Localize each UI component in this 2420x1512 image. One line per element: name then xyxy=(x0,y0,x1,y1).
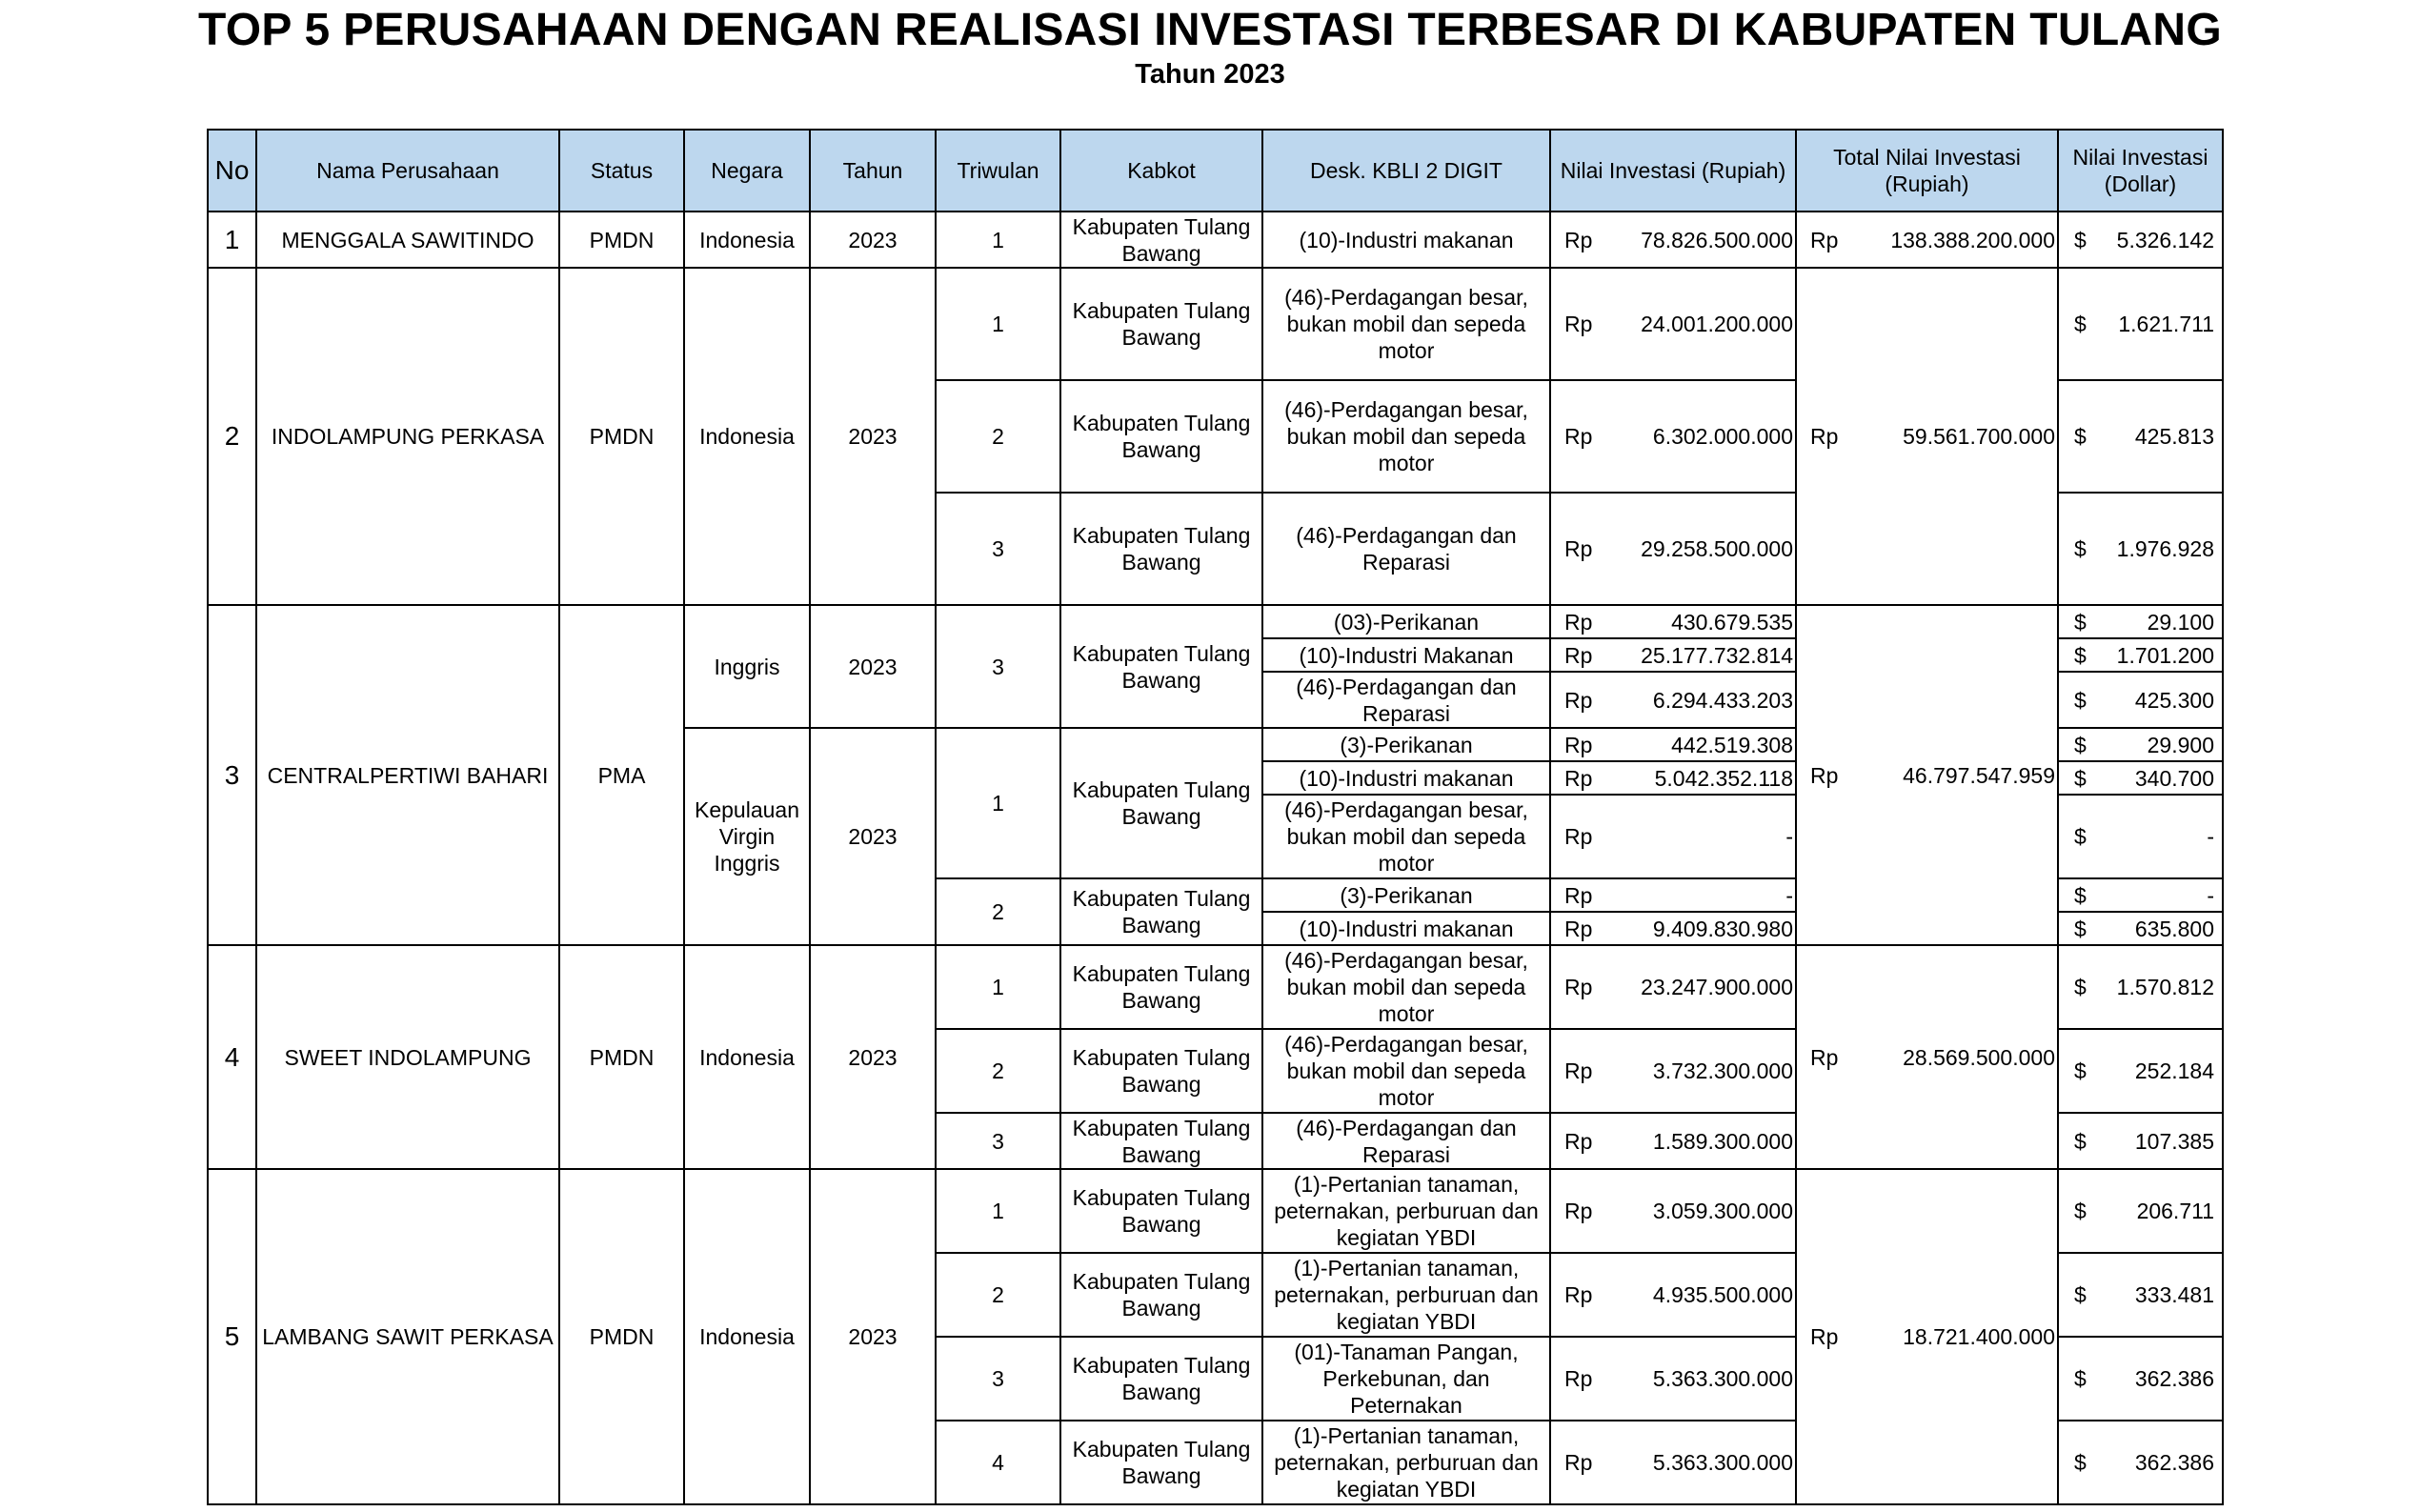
investment-dollar-value xyxy=(2061,642,2220,669)
amount-dollar: 362.386 xyxy=(2134,1450,2214,1475)
currency-usd-label: $ xyxy=(2074,1199,2087,1223)
amount-rupiah: 9.409.830.980 xyxy=(1652,916,1793,941)
country: Inggris xyxy=(684,605,810,728)
investment-rupiah xyxy=(1550,1421,1796,1504)
investment-dollar-value xyxy=(2061,1058,2220,1084)
investment-rupiah-value xyxy=(1553,1058,1793,1084)
quarter: 2 xyxy=(936,1253,1060,1337)
investment-dollar xyxy=(2058,1253,2223,1337)
quarter: 1 xyxy=(936,212,1060,268)
investment-rupiah xyxy=(1550,795,1796,878)
total-investment-rupiah xyxy=(1796,1169,2058,1504)
total-investment-rupiah-value xyxy=(1799,1044,2055,1071)
total-investment-rupiah-value xyxy=(1799,227,2055,253)
investment-dollar xyxy=(2058,1029,2223,1113)
regency: Kabupaten Tulang Bawang xyxy=(1060,212,1262,268)
header-investment-dollar: Nilai Investasi (Dollar) xyxy=(2058,130,2223,212)
regency: Kabupaten Tulang Bawang xyxy=(1060,1113,1262,1169)
investment-rupiah xyxy=(1550,878,1796,912)
investment-rupiah xyxy=(1550,638,1796,672)
investment-dollar xyxy=(2058,1337,2223,1421)
company-name: CENTRALPERTIWI BAHARI xyxy=(256,605,559,945)
currency-usd-label: $ xyxy=(2074,609,2087,635)
amount-dollar: 29.900 xyxy=(2147,732,2214,757)
country: Indonesia xyxy=(684,268,810,605)
currency-rp-label: Rp xyxy=(1564,1199,1593,1223)
investment-dollar-value xyxy=(2061,535,2220,562)
amount-rupiah: 4.935.500.000 xyxy=(1652,1282,1793,1307)
investment-dollar-value xyxy=(2061,311,2220,337)
investment-rupiah xyxy=(1550,728,1796,761)
amount-rupiah: 5.363.300.000 xyxy=(1652,1366,1793,1391)
investment-rupiah-value xyxy=(1553,974,1793,1000)
currency-usd-label: $ xyxy=(2074,1282,2087,1307)
header-investment-rupiah: Nilai Investasi (Rupiah) xyxy=(1550,130,1796,212)
investment-rupiah xyxy=(1550,212,1796,268)
investment-dollar-value xyxy=(2061,823,2220,850)
amount-dollar: 206.711 xyxy=(2136,1199,2214,1223)
investment-dollar xyxy=(2058,380,2223,493)
currency-rp-label: Rp xyxy=(1564,1128,1593,1154)
investment-dollar xyxy=(2058,605,2223,638)
amount-rupiah: 3.059.300.000 xyxy=(1652,1199,1793,1223)
header-status: Status xyxy=(559,130,684,212)
investment-dollar xyxy=(2058,493,2223,605)
currency-rp-label: Rp xyxy=(1564,1058,1593,1083)
quarter: 3 xyxy=(936,1113,1060,1169)
amount-dollar: 1.976.928 xyxy=(2116,536,2214,561)
currency-usd-label: $ xyxy=(2074,1366,2087,1391)
investment-rupiah-value xyxy=(1553,882,1793,909)
investment-dollar xyxy=(2058,945,2223,1029)
investment-dollar xyxy=(2058,212,2223,268)
amount-rupiah: 3.732.300.000 xyxy=(1652,1058,1793,1083)
currency-usd-label: $ xyxy=(2074,642,2087,668)
quarter: 3 xyxy=(936,605,1060,728)
amount-rupiah: 46.797.547.959 xyxy=(1903,762,2055,788)
amount-rupiah: 1.589.300.000 xyxy=(1652,1128,1793,1154)
kbli-description: (46)-Perdagangan besar, bukan mobil dan sepeda motor xyxy=(1262,1029,1550,1113)
investment-rupiah-value xyxy=(1553,535,1793,562)
company-number: 5 xyxy=(208,1169,256,1504)
currency-usd-label: $ xyxy=(2074,687,2087,713)
amount-rupiah: 28.569.500.000 xyxy=(1903,1044,2055,1070)
amount-rupiah: 23.247.900.000 xyxy=(1641,975,1793,999)
country: Indonesia xyxy=(684,212,810,268)
amount-dollar: 635.800 xyxy=(2134,916,2214,941)
currency-rp-label: Rp xyxy=(1810,227,1839,252)
country: Indonesia xyxy=(684,1169,810,1504)
total-investment-rupiah-value xyxy=(1799,423,2055,450)
currency-usd-label: $ xyxy=(2074,536,2087,561)
total-investment-rupiah-value xyxy=(1799,762,2055,789)
amount-dollar: 362.386 xyxy=(2134,1366,2214,1391)
investment-rupiah-value xyxy=(1553,609,1793,635)
country: Kepulauan Virgin Inggris xyxy=(684,728,810,945)
currency-rp-label: Rp xyxy=(1564,824,1593,849)
header-company-name: Nama Perusahaan xyxy=(256,130,559,212)
year: 2023 xyxy=(810,945,936,1169)
investment-rupiah-value xyxy=(1553,642,1793,669)
table-body xyxy=(208,212,2223,1504)
amount-dollar: 1.570.812 xyxy=(2116,975,2214,999)
amount-dollar: - xyxy=(2207,824,2214,849)
currency-usd-label: $ xyxy=(2074,824,2087,849)
regency: Kabupaten Tulang Bawang xyxy=(1060,1337,1262,1421)
investment-rupiah-value xyxy=(1553,1449,1793,1476)
header-country: Negara xyxy=(684,130,810,212)
currency-rp-label: Rp xyxy=(1564,687,1593,713)
investment-rupiah xyxy=(1550,672,1796,728)
company-number: 4 xyxy=(208,945,256,1169)
amount-rupiah: 59.561.700.000 xyxy=(1903,424,2055,449)
investment-rupiah xyxy=(1550,1253,1796,1337)
investment-dollar xyxy=(2058,268,2223,380)
investment-dollar-value xyxy=(2061,1365,2220,1392)
investment-rupiah xyxy=(1550,761,1796,795)
amount-rupiah: 24.001.200.000 xyxy=(1641,312,1793,336)
investment-rupiah-value xyxy=(1553,1281,1793,1308)
company-name: MENGGALA SAWITINDO xyxy=(256,212,559,268)
investment-rupiah xyxy=(1550,1113,1796,1169)
currency-usd-label: $ xyxy=(2074,1450,2087,1475)
amount-rupiah: 18.721.400.000 xyxy=(1903,1324,2055,1349)
amount-rupiah: 430.679.535 xyxy=(1671,609,1793,635)
currency-rp-label: Rp xyxy=(1810,762,1839,788)
amount-dollar: 425.300 xyxy=(2134,687,2214,713)
investment-dollar xyxy=(2058,761,2223,795)
kbli-description: (01)-Tanaman Pangan, Perkebunan, dan Peternakan xyxy=(1262,1337,1550,1421)
quarter: 1 xyxy=(936,728,1060,878)
company-number: 3 xyxy=(208,605,256,945)
regency: Kabupaten Tulang Bawang xyxy=(1060,728,1262,878)
total-investment-rupiah xyxy=(1796,605,2058,945)
investment-dollar-value xyxy=(2061,765,2220,792)
regency: Kabupaten Tulang Bawang xyxy=(1060,1029,1262,1113)
amount-dollar: 425.813 xyxy=(2134,424,2214,449)
table-row xyxy=(208,945,2223,1029)
year: 2023 xyxy=(810,728,936,945)
investment-dollar-value xyxy=(2061,1281,2220,1308)
quarter: 1 xyxy=(936,945,1060,1029)
amount-rupiah: 442.519.308 xyxy=(1671,732,1793,757)
total-investment-rupiah xyxy=(1796,212,2058,268)
investment-rupiah xyxy=(1550,1337,1796,1421)
amount-dollar: 1.701.200 xyxy=(2116,642,2214,668)
investment-rupiah-value xyxy=(1553,1198,1793,1224)
regency: Kabupaten Tulang Bawang xyxy=(1060,605,1262,728)
regency: Kabupaten Tulang Bawang xyxy=(1060,1421,1262,1504)
header-row xyxy=(208,130,2223,212)
table-row xyxy=(208,268,2223,380)
table-row xyxy=(208,605,2223,638)
investment-rupiah-value xyxy=(1553,823,1793,850)
kbli-description: (10)-Industri makanan xyxy=(1262,761,1550,795)
company-number: 1 xyxy=(208,212,256,268)
country: Indonesia xyxy=(684,945,810,1169)
currency-usd-label: $ xyxy=(2074,882,2087,908)
investment-dollar-value xyxy=(2061,882,2220,909)
company-name: SWEET INDOLAMPUNG xyxy=(256,945,559,1169)
investment-rupiah-value xyxy=(1553,732,1793,758)
currency-rp-label: Rp xyxy=(1564,975,1593,999)
amount-rupiah: 25.177.732.814 xyxy=(1641,642,1793,668)
investment-dollar-value xyxy=(2061,1128,2220,1155)
regency: Kabupaten Tulang Bawang xyxy=(1060,945,1262,1029)
currency-usd-label: $ xyxy=(2074,732,2087,757)
company-number: 2 xyxy=(208,268,256,605)
kbli-description: (3)-Perikanan xyxy=(1262,878,1550,912)
company-status: PMA xyxy=(559,605,684,945)
header-regency: Kabkot xyxy=(1060,130,1262,212)
header-kbli: Desk. KBLI 2 DIGIT xyxy=(1262,130,1550,212)
investment-dollar xyxy=(2058,912,2223,945)
amount-dollar: 333.481 xyxy=(2134,1282,2214,1307)
company-name: INDOLAMPUNG PERKASA xyxy=(256,268,559,605)
currency-usd-label: $ xyxy=(2074,312,2087,336)
investment-rupiah-value xyxy=(1553,765,1793,792)
currency-usd-label: $ xyxy=(2074,1058,2087,1083)
header-quarter: Triwulan xyxy=(936,130,1060,212)
amount-rupiah: 5.042.352.118 xyxy=(1654,765,1793,791)
kbli-description: (10)-Industri makanan xyxy=(1262,912,1550,945)
kbli-description: (46)-Perdagangan besar, bukan mobil dan sepeda motor xyxy=(1262,380,1550,493)
investment-rupiah xyxy=(1550,945,1796,1029)
currency-usd-label: $ xyxy=(2074,424,2087,449)
investment-dollar xyxy=(2058,728,2223,761)
investment-rupiah-value xyxy=(1553,227,1793,253)
amount-rupiah: 6.302.000.000 xyxy=(1652,424,1793,449)
regency: Kabupaten Tulang Bawang xyxy=(1060,1169,1262,1253)
investment-dollar-value xyxy=(2061,974,2220,1000)
kbli-description: (46)-Perdagangan dan Reparasi xyxy=(1262,493,1550,605)
total-investment-rupiah xyxy=(1796,945,2058,1169)
investment-rupiah xyxy=(1550,1169,1796,1253)
kbli-description: (1)-Pertanian tanaman, peternakan, perburuan dan kegiatan YBDI xyxy=(1262,1169,1550,1253)
regency: Kabupaten Tulang Bawang xyxy=(1060,493,1262,605)
investment-rupiah xyxy=(1550,912,1796,945)
amount-dollar: 1.621.711 xyxy=(2118,312,2214,336)
amount-dollar: 252.184 xyxy=(2134,1058,2214,1083)
currency-rp-label: Rp xyxy=(1564,227,1593,252)
kbli-description: (46)-Perdagangan dan Reparasi xyxy=(1262,1113,1550,1169)
investment-rupiah-value xyxy=(1553,311,1793,337)
amount-dollar: 29.100 xyxy=(2147,609,2214,635)
investment-dollar-value xyxy=(2061,1198,2220,1224)
kbli-description: (46)-Perdagangan besar, bukan mobil dan sepeda motor xyxy=(1262,945,1550,1029)
header-total-investment-rupiah: Total Nilai Investasi (Rupiah) xyxy=(1796,130,2058,212)
currency-rp-label: Rp xyxy=(1564,765,1593,791)
quarter: 4 xyxy=(936,1421,1060,1504)
currency-rp-label: Rp xyxy=(1564,732,1593,757)
kbli-description: (1)-Pertanian tanaman, peternakan, perburuan dan kegiatan YBDI xyxy=(1262,1253,1550,1337)
investment-dollar-value xyxy=(2061,609,2220,635)
currency-usd-label: $ xyxy=(2074,975,2087,999)
investment-rupiah-value xyxy=(1553,916,1793,942)
kbli-description: (10)-Industri Makanan xyxy=(1262,638,1550,672)
year: 2023 xyxy=(810,212,936,268)
quarter: 3 xyxy=(936,1337,1060,1421)
amount-rupiah: 5.363.300.000 xyxy=(1652,1450,1793,1475)
investment-dollar xyxy=(2058,1421,2223,1504)
table-row xyxy=(208,212,2223,268)
currency-rp-label: Rp xyxy=(1564,1450,1593,1475)
kbli-description: (46)-Perdagangan dan Reparasi xyxy=(1262,672,1550,728)
quarter: 2 xyxy=(936,878,1060,945)
investment-dollar-value xyxy=(2061,423,2220,450)
amount-rupiah: 138.388.200.000 xyxy=(1890,227,2055,252)
amount-dollar: 107.385 xyxy=(2134,1128,2214,1154)
currency-rp-label: Rp xyxy=(1564,609,1593,635)
currency-rp-label: Rp xyxy=(1564,642,1593,668)
currency-rp-label: Rp xyxy=(1564,916,1593,941)
amount-rupiah: 78.826.500.000 xyxy=(1641,227,1793,252)
investment-rupiah xyxy=(1550,380,1796,493)
total-investment-rupiah-value xyxy=(1799,1323,2055,1350)
amount-dollar: - xyxy=(2207,882,2214,908)
amount-rupiah: - xyxy=(1785,824,1793,849)
year: 2023 xyxy=(810,1169,936,1504)
year: 2023 xyxy=(810,605,936,728)
currency-usd-label: $ xyxy=(2074,1128,2087,1154)
currency-rp-label: Rp xyxy=(1810,424,1839,449)
kbli-description: (1)-Pertanian tanaman, peternakan, perburuan dan kegiatan YBDI xyxy=(1262,1421,1550,1504)
investment-dollar xyxy=(2058,672,2223,728)
investment-dollar xyxy=(2058,878,2223,912)
regency: Kabupaten Tulang Bawang xyxy=(1060,380,1262,493)
company-status: PMDN xyxy=(559,268,684,605)
amount-rupiah: 29.258.500.000 xyxy=(1641,536,1793,561)
currency-rp-label: Rp xyxy=(1564,1282,1593,1307)
investment-dollar xyxy=(2058,1169,2223,1253)
currency-usd-label: $ xyxy=(2074,227,2087,252)
year: 2023 xyxy=(810,268,936,605)
investment-rupiah xyxy=(1550,493,1796,605)
header-year: Tahun xyxy=(810,130,936,212)
investment-dollar-value xyxy=(2061,1449,2220,1476)
page-subtitle: Tahun 2023 xyxy=(1135,59,1285,90)
regency: Kabupaten Tulang Bawang xyxy=(1060,268,1262,380)
investment-dollar xyxy=(2058,638,2223,672)
kbli-description: (46)-Perdagangan besar, bukan mobil dan sepeda motor xyxy=(1262,268,1550,380)
currency-rp-label: Rp xyxy=(1564,536,1593,561)
currency-rp-label: Rp xyxy=(1564,424,1593,449)
quarter: 1 xyxy=(936,1169,1060,1253)
company-status: PMDN xyxy=(559,1169,684,1504)
quarter: 2 xyxy=(936,380,1060,493)
amount-rupiah: 6.294.433.203 xyxy=(1652,687,1793,713)
regency: Kabupaten Tulang Bawang xyxy=(1060,1253,1262,1337)
kbli-description: (10)-Industri makanan xyxy=(1262,212,1550,268)
currency-rp-label: Rp xyxy=(1564,1366,1593,1391)
investment-table xyxy=(207,129,2224,1505)
investment-rupiah-value xyxy=(1553,1365,1793,1392)
currency-rp-label: Rp xyxy=(1564,882,1593,908)
currency-usd-label: $ xyxy=(2074,916,2087,941)
header-no: No xyxy=(208,130,256,212)
amount-dollar: 5.326.142 xyxy=(2116,227,2214,252)
investment-rupiah xyxy=(1550,605,1796,638)
company-status: PMDN xyxy=(559,945,684,1169)
quarter: 2 xyxy=(936,1029,1060,1113)
amount-rupiah: - xyxy=(1785,882,1793,908)
regency: Kabupaten Tulang Bawang xyxy=(1060,878,1262,945)
kbli-description: (46)-Perdagangan besar, bukan mobil dan sepeda motor xyxy=(1262,795,1550,878)
investment-rupiah-value xyxy=(1553,687,1793,714)
investment-rupiah-value xyxy=(1553,423,1793,450)
kbli-description: (3)-Perikanan xyxy=(1262,728,1550,761)
table-row xyxy=(208,1169,2223,1253)
company-name: LAMBANG SAWIT PERKASA xyxy=(256,1169,559,1504)
quarter: 3 xyxy=(936,493,1060,605)
investment-dollar-value xyxy=(2061,687,2220,714)
page-title: TOP 5 PERUSAHAAN DENGAN REALISASI INVESTASI TERBESAR DI KABUPATEN TULANG xyxy=(197,5,2222,55)
investment-rupiah xyxy=(1550,268,1796,380)
investment-rupiah xyxy=(1550,1029,1796,1113)
quarter: 1 xyxy=(936,268,1060,380)
company-status: PMDN xyxy=(559,212,684,268)
currency-rp-label: Rp xyxy=(1810,1044,1839,1070)
currency-rp-label: Rp xyxy=(1810,1324,1839,1349)
total-investment-rupiah xyxy=(1796,268,2058,605)
investment-rupiah-value xyxy=(1553,1128,1793,1155)
investment-dollar-value xyxy=(2061,916,2220,942)
investment-dollar xyxy=(2058,1113,2223,1169)
investment-dollar xyxy=(2058,795,2223,878)
currency-usd-label: $ xyxy=(2074,765,2087,791)
currency-rp-label: Rp xyxy=(1564,312,1593,336)
investment-dollar-value xyxy=(2061,732,2220,758)
amount-dollar: 340.700 xyxy=(2134,765,2214,791)
investment-dollar-value xyxy=(2061,227,2220,253)
kbli-description: (03)-Perikanan xyxy=(1262,605,1550,638)
